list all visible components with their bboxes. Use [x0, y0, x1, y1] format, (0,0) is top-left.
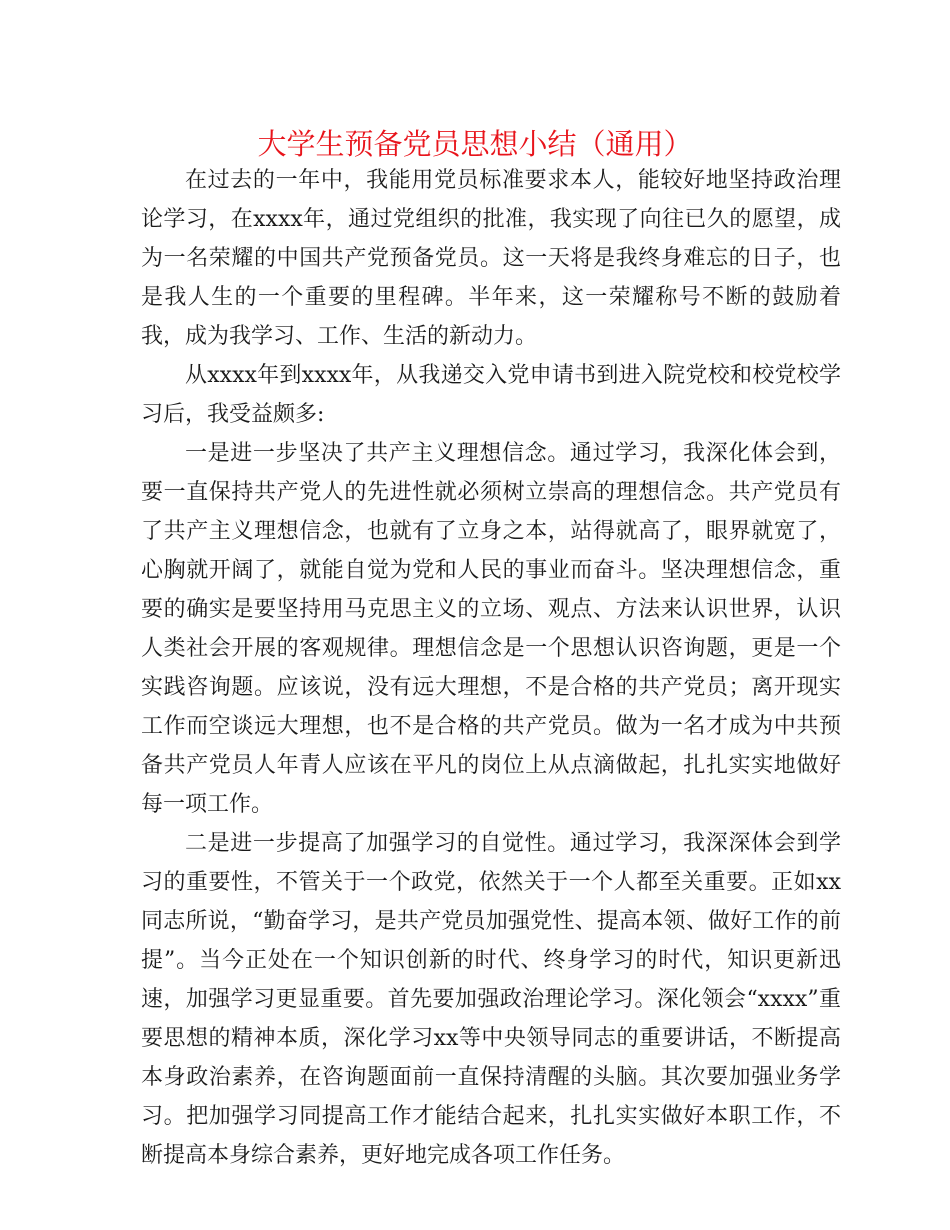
- paragraph-intro: 在过去的一年中，我能用党员标准要求本人，能较好地坚持政治理论学习，在xxxx年，通过党组织的批准，我实现了向往已久的愿望，成为一名荣耀的中国共产党预备党员。这一天将是我终身难忘的日子，也是我人生的一个重要的里程碑。半年来，这一荣耀称号不断的鼓励着我，成为我学习、工作、生活的新动力。: [141, 168, 841, 349]
- document-body: [141, 161, 841, 1175]
- page-title: 大学生预备党员思想小结（通用）: [257, 127, 693, 161]
- paragraph-timeline: 从xxxx年到xxxx年，从我递交入党申请书到进入院党校和校党校学习后，我受益颇多:: [141, 363, 841, 427]
- paragraph-point-one: 一是进一步坚决了共产主义理想信念。通过学习，我深化体会到，要一直保持共产党人的先进性就必须树立崇高的理想信念。共产党员有了共产主义理想信念，也就有了立身之本，站得就高了，眼界就宽了，心胸就开阔了，就能自觉为党和人民的事业而奋斗。坚决理想信念，重要的确实是要坚持用马克思主义的立场、观点、方法来认识世界，认识人类社会开展的客观规律。理想信念是一个思想认识咨询题，更是一个实践咨询题。应该说，没有远大理想，不是合格的共产党员；离开现实工作而空谈远大理想，也不是合格的共产党员。做为一名才成为中共预备共产党员人年青人应该在平凡的岗位上从点滴做起，扎扎实实地做好每一项工作。: [141, 441, 841, 817]
- paragraph-point-two: 二是进一步提高了加强学习的自觉性。通过学习，我深深体会到学习的重要性，不管关于一个政党，依然关于一个人都至关重要。正如xx同志所说，“勤奋学习，是共产党员加强党性、提高本领、做好工作的前提”。当今正处在一个知识创新的时代、终身学习的时代，知识更新迅速，加强学习更显重要。首先要加强政治理论学习。深化领会“xxxx”重要思想的精神本质，深化学习xx等中央领导同志的重要讲话，不断提高本身政治素养，在咨询题面前一直保持清醒的头脑。其次要加强业务学习。把加强学习同提高工作才能结合起来，扎扎实实做好本职工作，不断提高本身综合素养，更好地完成各项工作任务。: [141, 831, 841, 1168]
